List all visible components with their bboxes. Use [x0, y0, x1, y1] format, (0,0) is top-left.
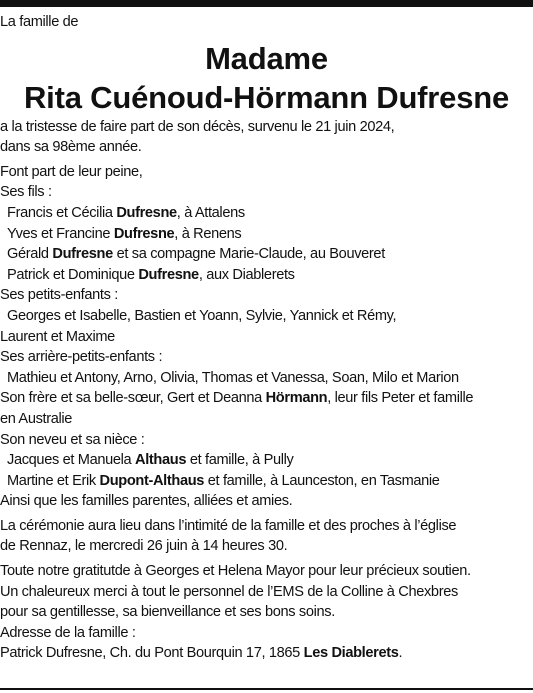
son-entry: Gérald Dufresne et sa compagne Marie-Claude, au Bouveret — [7, 246, 385, 263]
son-entry: Francis et Cécilia Dufresne, à Attalens — [7, 204, 245, 221]
notice-body — [0, 12, 533, 664]
great-grandchildren-heading: Ses arrière-petits-enfants : — [0, 349, 163, 366]
great-grandchildren-entry: Mathieu et Antony, Arno, Olivia, Thomas et Vanessa, Soan, Milo et Marion — [7, 369, 459, 386]
family-closing: Ainsi que les familles parentes, alliées et amies. — [0, 493, 293, 510]
family-intro: Font part de leur peine, — [0, 163, 143, 180]
nephew-entry: Martine et Erik Dupont-Althaus et famille, à Launceston, en Tasmanie — [7, 472, 440, 489]
announcement-line: dans sa 98ème année. — [0, 139, 142, 156]
thanks-line: pour sa gentillesse, sa bienveillance et ses bons soins. — [0, 604, 335, 621]
thanks-line: Un chaleureux merci à tout le personnel de l’EMS de la Colline à Chexbres — [0, 583, 458, 600]
son-entry: Yves et Francine Dufresne, à Renens — [7, 225, 242, 242]
ceremony-line: La cérémonie aura lieu dans l’intimité de la famille et des proches à l’église — [0, 517, 457, 534]
title-honorific: Madame — [205, 40, 328, 76]
address-line: Patrick Dufresne, Ch. du Pont Bourquin 17, 1865 Les Diablerets. — [0, 645, 403, 662]
brother-entry: en Australie — [0, 410, 73, 427]
grandchildren-entry: Laurent et Maxime — [0, 328, 115, 345]
grandchildren-heading: Ses petits-enfants : — [0, 287, 118, 304]
intro-text: La famille de — [0, 14, 79, 30]
ceremony-line: de Rennaz, le mercredi 26 juin à 14 heures 30. — [0, 538, 288, 555]
brother-entry: Son frère et sa belle-sœur, Gert et Deanna Hörmann, leur fils Peter et famille — [0, 390, 474, 407]
sons-heading: Ses fils : — [0, 184, 52, 201]
bottom-rule — [0, 688, 533, 690]
nephew-entry: Jacques et Manuela Althaus et famille, à Pully — [7, 452, 294, 469]
announcement-line: a la tristesse de faire part de son décès, survenu le 21 juin 2024, — [0, 118, 395, 135]
top-rule — [0, 0, 533, 7]
title-name: Rita Cuénoud-Hörmann Dufresne — [23, 79, 510, 115]
son-entry: Patrick et Dominique Dufresne, aux Diablerets — [7, 266, 295, 283]
nephew-heading: Son neveu et sa nièce : — [0, 431, 145, 448]
address-heading: Adresse de la famille : — [0, 624, 136, 641]
thanks-line: Toute notre gratitutde à Georges et Helena Mayor pour leur précieux soutien. — [0, 563, 471, 580]
grandchildren-entry: Georges et Isabelle, Bastien et Yoann, Sylvie, Yannick et Rémy, — [7, 307, 397, 324]
